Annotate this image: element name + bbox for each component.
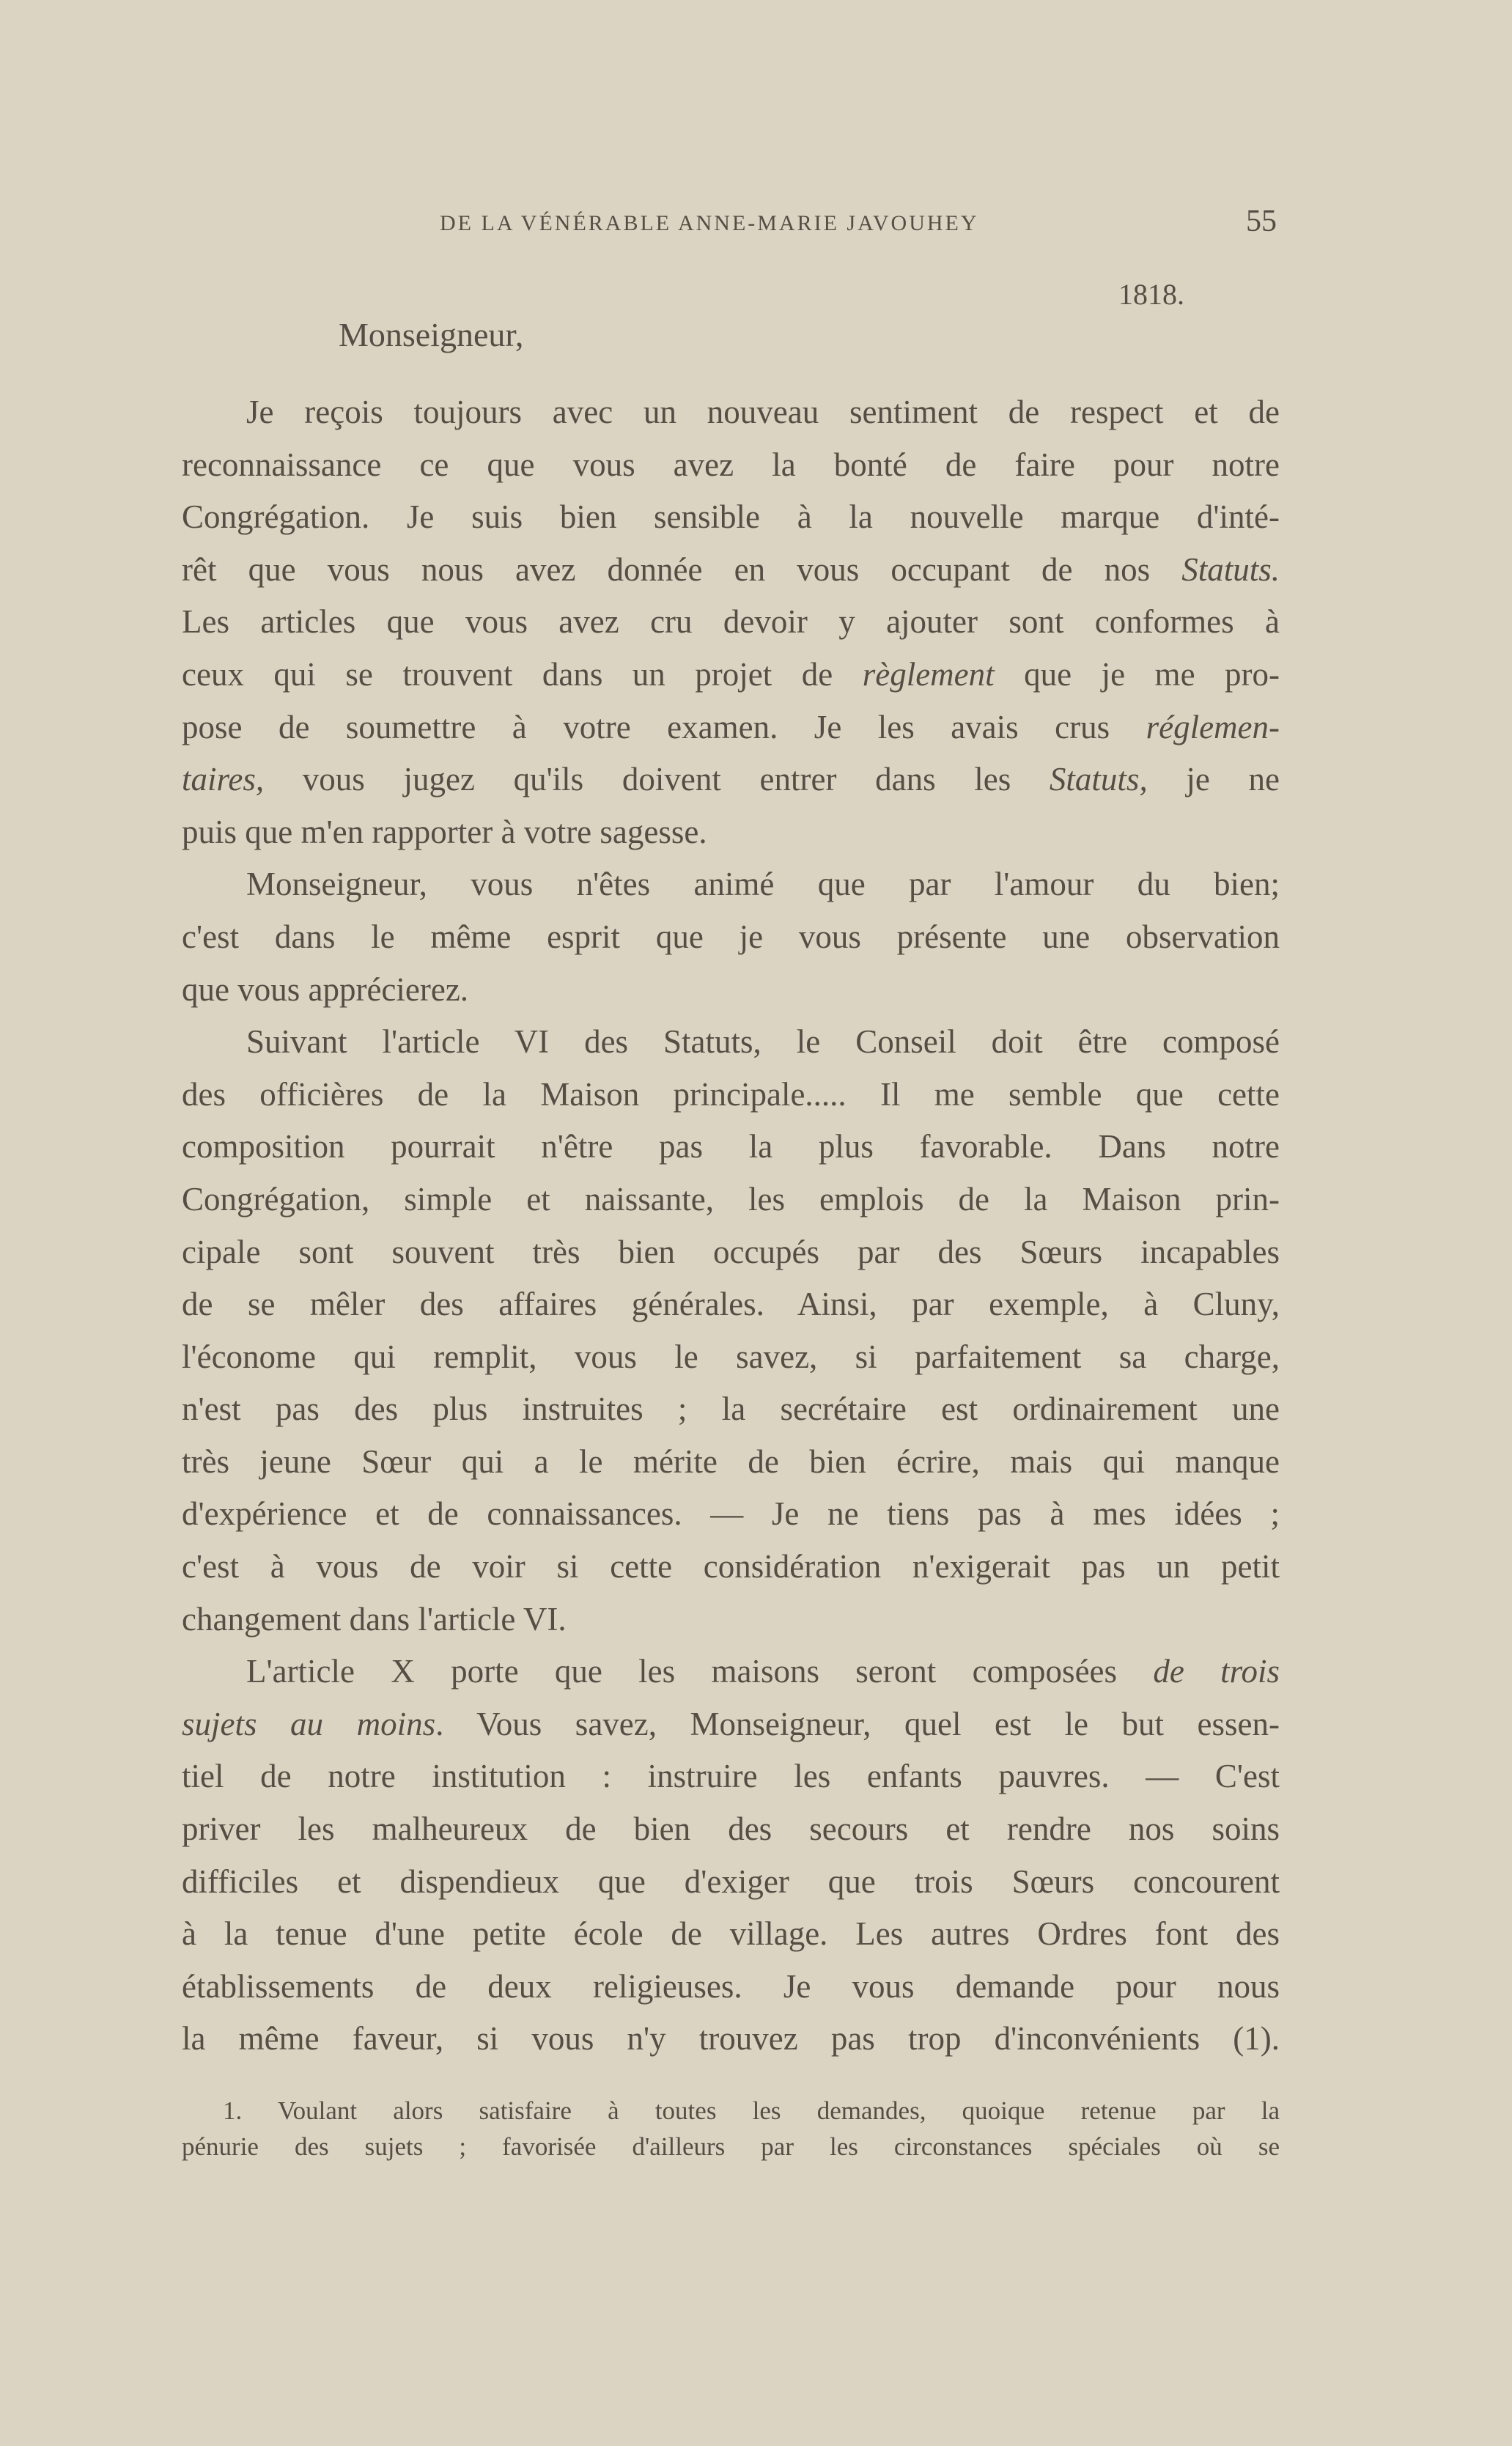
text-segment: établissements de deux religieuses. Je vous demande pour nous: [182, 1967, 1280, 2005]
text-line: [182, 1961, 1280, 2014]
text-line: [182, 911, 1280, 964]
text-segment: très jeune Sœur qui a le mérite de bien écrire, mais qui manque: [182, 1443, 1280, 1480]
text-segment: tiel de notre institution : instruire les enfants pauvres. — C'est: [182, 1758, 1280, 1795]
text-line: [182, 1278, 1280, 1331]
text-line: [182, 964, 1280, 1017]
text-segment: Monseigneur, vous n'êtes animé que par l'amour du bien;: [246, 866, 1280, 903]
italic-text: taires,: [182, 761, 265, 798]
italic-text: de trois: [1153, 1653, 1280, 1690]
text-segment: de se mêler des affaires générales. Ainsi, par exemple, à Cluny,: [182, 1286, 1280, 1323]
footnotes: [182, 2093, 1280, 2165]
text-line: [182, 1908, 1280, 1961]
text-line: [182, 1383, 1280, 1436]
text-line: [182, 1698, 1280, 1751]
text-segment: Congrégation. Je suis bien sensible à la nouvelle marque d'inté-: [182, 498, 1280, 536]
text-segment: composition pourrait n'être pas la plus favorable. Dans notre: [182, 1128, 1280, 1165]
text-line: [182, 1174, 1280, 1226]
text-segment: Congrégation, simple et naissante, les emplois de la Maison prin-: [182, 1180, 1280, 1218]
footnote-line: pénurie des sujets ; favorisée d'ailleurs par les circonstances spéciales où se: [182, 2132, 1280, 2161]
text-line: [182, 1226, 1280, 1279]
italic-text: réglemen-: [1146, 708, 1280, 745]
footnote-line: 1. Voulant alors satisfaire à toutes les demandes, quoique retenue par la: [223, 2096, 1280, 2125]
text-segment: difficiles et dispendieux que d'exiger que trois Sœurs concourent: [182, 1863, 1280, 1900]
text-segment: ceux qui se trouvent dans un projet de: [182, 655, 863, 693]
text-segment: rêt que vous nous avez donnée en vous occupant de nos: [182, 550, 1182, 588]
salutation: Monseigneur,: [339, 316, 524, 353]
text-line: [182, 596, 1280, 649]
text-line: [182, 754, 1280, 806]
text-line: [182, 1646, 1280, 1698]
text-line: [182, 1331, 1280, 1384]
text-segment: . Vous savez, Monseigneur, quel est le but essen-: [435, 1705, 1280, 1742]
text-line: [182, 701, 1280, 754]
text-segment: Les articles que vous avez cru devoir y ajouter sont conformes à: [182, 603, 1280, 641]
text-segment: l'économe qui remplit, vous le savez, si parfaitement sa charge,: [182, 1338, 1280, 1375]
text-line: [182, 1069, 1280, 1121]
text-line: [182, 1121, 1280, 1174]
text-line: [182, 491, 1280, 544]
text-line: [182, 1750, 1280, 1803]
text-line: [182, 1488, 1280, 1541]
text-line: [182, 1016, 1280, 1069]
text-segment: Suivant l'article VI des Statuts, le Conseil doit être composé: [246, 1023, 1280, 1061]
text-segment: à la tenue d'une petite école de village. Les autres Ordres font des: [182, 1915, 1280, 1953]
text-segment: cipale sont souvent très bien occupés par des Sœurs incapables: [182, 1233, 1280, 1270]
text-line: [182, 544, 1280, 597]
letter-date: 1818.: [1118, 278, 1184, 311]
text-segment: pose de soumettre à votre examen. Je les avais crus: [182, 708, 1146, 745]
text-line: [182, 1541, 1280, 1594]
text-segment: puis que m'en rapporter à votre sagesse.: [182, 813, 707, 850]
text-segment: c'est dans le même esprit que je vous présente une observation: [182, 918, 1280, 955]
italic-text: sujets au moins: [182, 1705, 436, 1742]
text-segment: n'est pas des plus instruites ; la secrétaire est ordinairement une: [182, 1390, 1280, 1428]
text-segment: que vous apprécierez.: [182, 970, 469, 1008]
text-line: [182, 1803, 1280, 1856]
text-segment: c'est à vous de voir si cette considération n'exigerait pas un petit: [182, 1548, 1280, 1585]
text-line: [182, 2013, 1280, 2066]
text-segment: reconnaissance ce que vous avez la bonté de faire pour notre: [182, 446, 1280, 483]
running-head-title: DE LA VÉNÉRABLE ANNE-MARIE JAVOUHEY: [440, 211, 979, 235]
text-line: [182, 386, 1280, 439]
text-line: [182, 439, 1280, 492]
letter-body: [182, 386, 1280, 2066]
text-segment: L'article X porte que les maisons seront composées: [246, 1653, 1154, 1690]
page-number: 55: [1246, 205, 1277, 238]
text-segment: d'expérience et de connaissances. — Je ne tiens pas à mes idées ;: [182, 1495, 1280, 1533]
text-line: [182, 1856, 1280, 1909]
text-segment: changement dans l'article VI.: [182, 1600, 567, 1638]
italic-text: Statuts.: [1181, 550, 1280, 588]
text-line: [182, 1594, 1280, 1646]
italic-text: Statuts,: [1049, 761, 1148, 798]
text-segment: la même faveur, si vous n'y trouvez pas trop d'inconvénients (1).: [182, 2020, 1280, 2058]
text-segment: des officières de la Maison principale..... Il me semble que cette: [182, 1075, 1280, 1113]
text-line: [182, 1436, 1280, 1489]
text-segment: que je me pro-: [994, 655, 1280, 693]
text-segment: vous jugez qu'ils doivent entrer dans les: [264, 761, 1050, 798]
text-segment: priver les malheureux de bien des secours et rendre nos soins: [182, 1810, 1280, 1848]
text-segment: je ne: [1147, 761, 1280, 798]
text-line: [182, 858, 1280, 911]
text-line: [182, 806, 1280, 859]
italic-text: règlement: [862, 655, 995, 693]
text-segment: Je reçois toujours avec un nouveau sentiment de respect et de: [246, 394, 1280, 430]
text-line: [182, 649, 1280, 701]
